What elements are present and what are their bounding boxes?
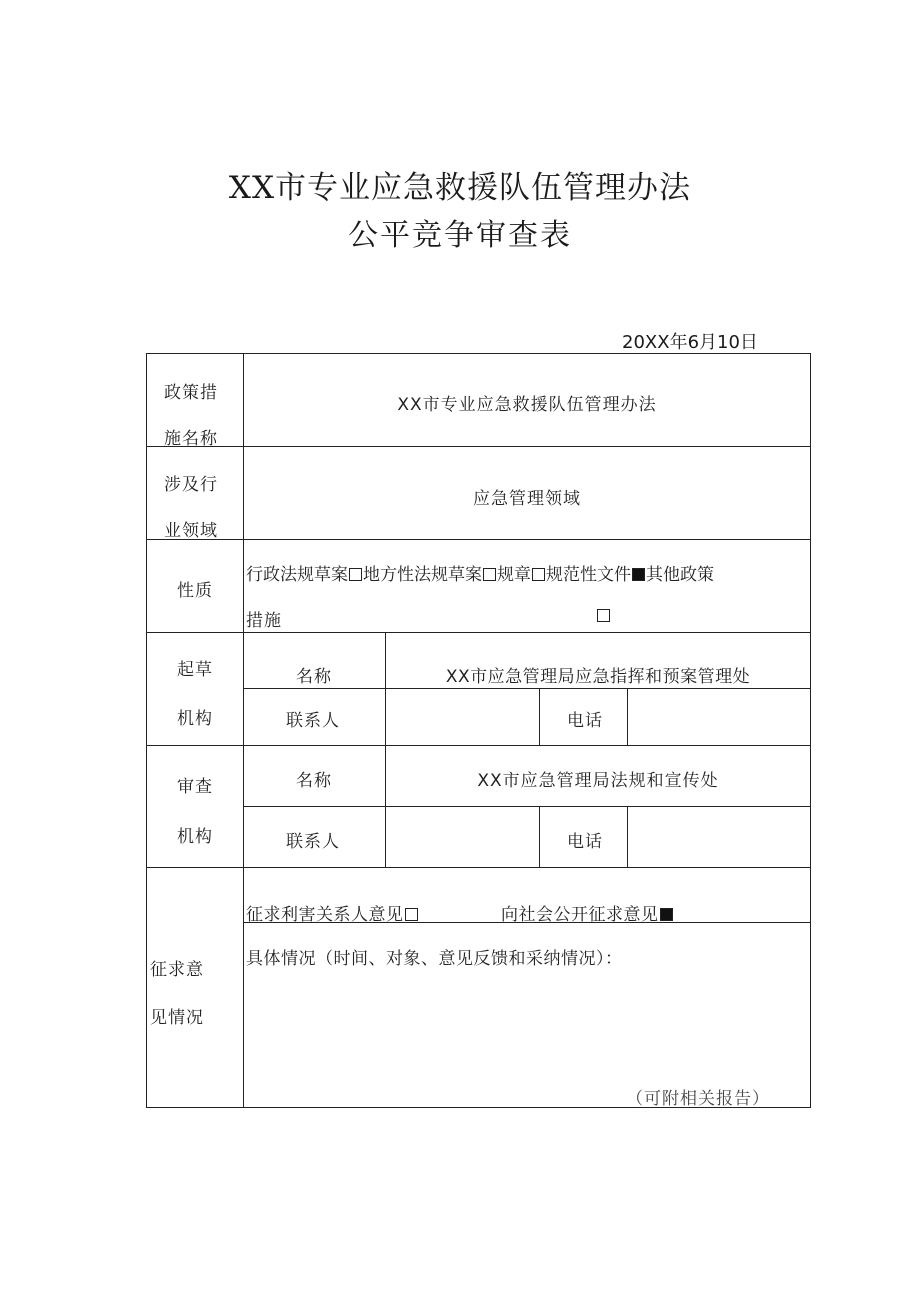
nature-option-admin-regulation: 行政法规草案	[246, 565, 348, 585]
nature-label: 性质	[177, 581, 213, 601]
policy-name-label-2: 施名称	[164, 429, 218, 449]
nature-options	[246, 560, 714, 585]
opinion-note: （可附相关报告）	[626, 1089, 770, 1109]
drafting-name-label: 名称	[296, 667, 332, 687]
review-phone-label: 电话	[567, 832, 603, 852]
review-contact-label: 联系人	[286, 832, 340, 852]
form-date: 20XX年6月10日	[622, 332, 758, 353]
review-org-label-2: 机构	[177, 827, 213, 847]
row-divider	[146, 446, 811, 447]
checkbox-stakeholders[interactable]	[405, 908, 418, 921]
row-divider	[146, 632, 811, 633]
row-divider	[146, 539, 811, 540]
review-name-label: 名称	[296, 771, 332, 791]
opinion-option-public: 向社会公开征求意见	[501, 905, 659, 925]
row-divider	[146, 867, 811, 868]
checkbox-local-regulation[interactable]	[483, 568, 496, 581]
policy-name-label: 政策措	[164, 383, 218, 403]
document-subtitle: 公平竞争审查表	[348, 218, 572, 253]
subrow-divider	[243, 688, 811, 689]
industry-label: 涉及行	[164, 475, 218, 495]
opinion-label: 征求意	[150, 960, 204, 980]
label-column-divider	[243, 353, 244, 1108]
nature-option-other-cont: 措施	[246, 611, 282, 631]
checkbox-public[interactable]	[660, 908, 673, 921]
subcol-divider	[627, 688, 628, 746]
drafting-name-value: XX市应急管理局应急指挥和预案管理处	[445, 667, 751, 687]
table-top-border	[146, 353, 811, 354]
drafting-contact-label: 联系人	[286, 711, 340, 731]
drafting-org-label-2: 机构	[177, 709, 213, 729]
policy-name-value: XX市专业应急救援队伍管理办法	[397, 395, 657, 415]
nature-option-other: 其他政策	[646, 565, 714, 585]
opinion-label-2: 见情况	[150, 1008, 204, 1028]
review-name-value: XX市应急管理局法规和宣传处	[477, 771, 719, 791]
subcol-divider	[385, 745, 386, 868]
row-divider	[146, 745, 811, 746]
checkbox-other-policy[interactable]	[597, 609, 610, 622]
checkbox-rules[interactable]	[532, 568, 545, 581]
drafting-phone-label: 电话	[567, 711, 603, 731]
opinion-option-stakeholders: 征求利害关系人意见	[246, 905, 404, 925]
industry-value: 应急管理领域	[473, 489, 581, 509]
checkbox-admin-regulation[interactable]	[349, 568, 362, 581]
subcol-divider	[539, 688, 540, 746]
checkbox-normative-doc[interactable]	[632, 568, 645, 581]
document-title: XX市专业应急救援队伍管理办法	[228, 170, 692, 206]
nature-option-local-regulation: 地方性法规草案	[363, 565, 482, 585]
nature-option-rules: 规章	[497, 565, 531, 585]
opinion-detail-label: 具体情况（时间、对象、意见反馈和采纳情况）：	[246, 949, 623, 969]
opinion-option-stakeholders-row	[246, 900, 419, 925]
subcol-divider	[385, 632, 386, 746]
opinion-option-public-row	[501, 900, 674, 925]
review-org-label: 审查	[177, 777, 213, 797]
subcol-divider	[627, 806, 628, 868]
drafting-org-label: 起草	[177, 660, 213, 680]
industry-label-2: 业领域	[164, 521, 218, 541]
nature-option-normative-doc: 规范性文件	[546, 565, 631, 585]
table-right-border	[810, 353, 811, 1108]
table-left-border	[146, 353, 147, 1108]
subrow-divider	[243, 806, 811, 807]
subcol-divider	[539, 806, 540, 868]
